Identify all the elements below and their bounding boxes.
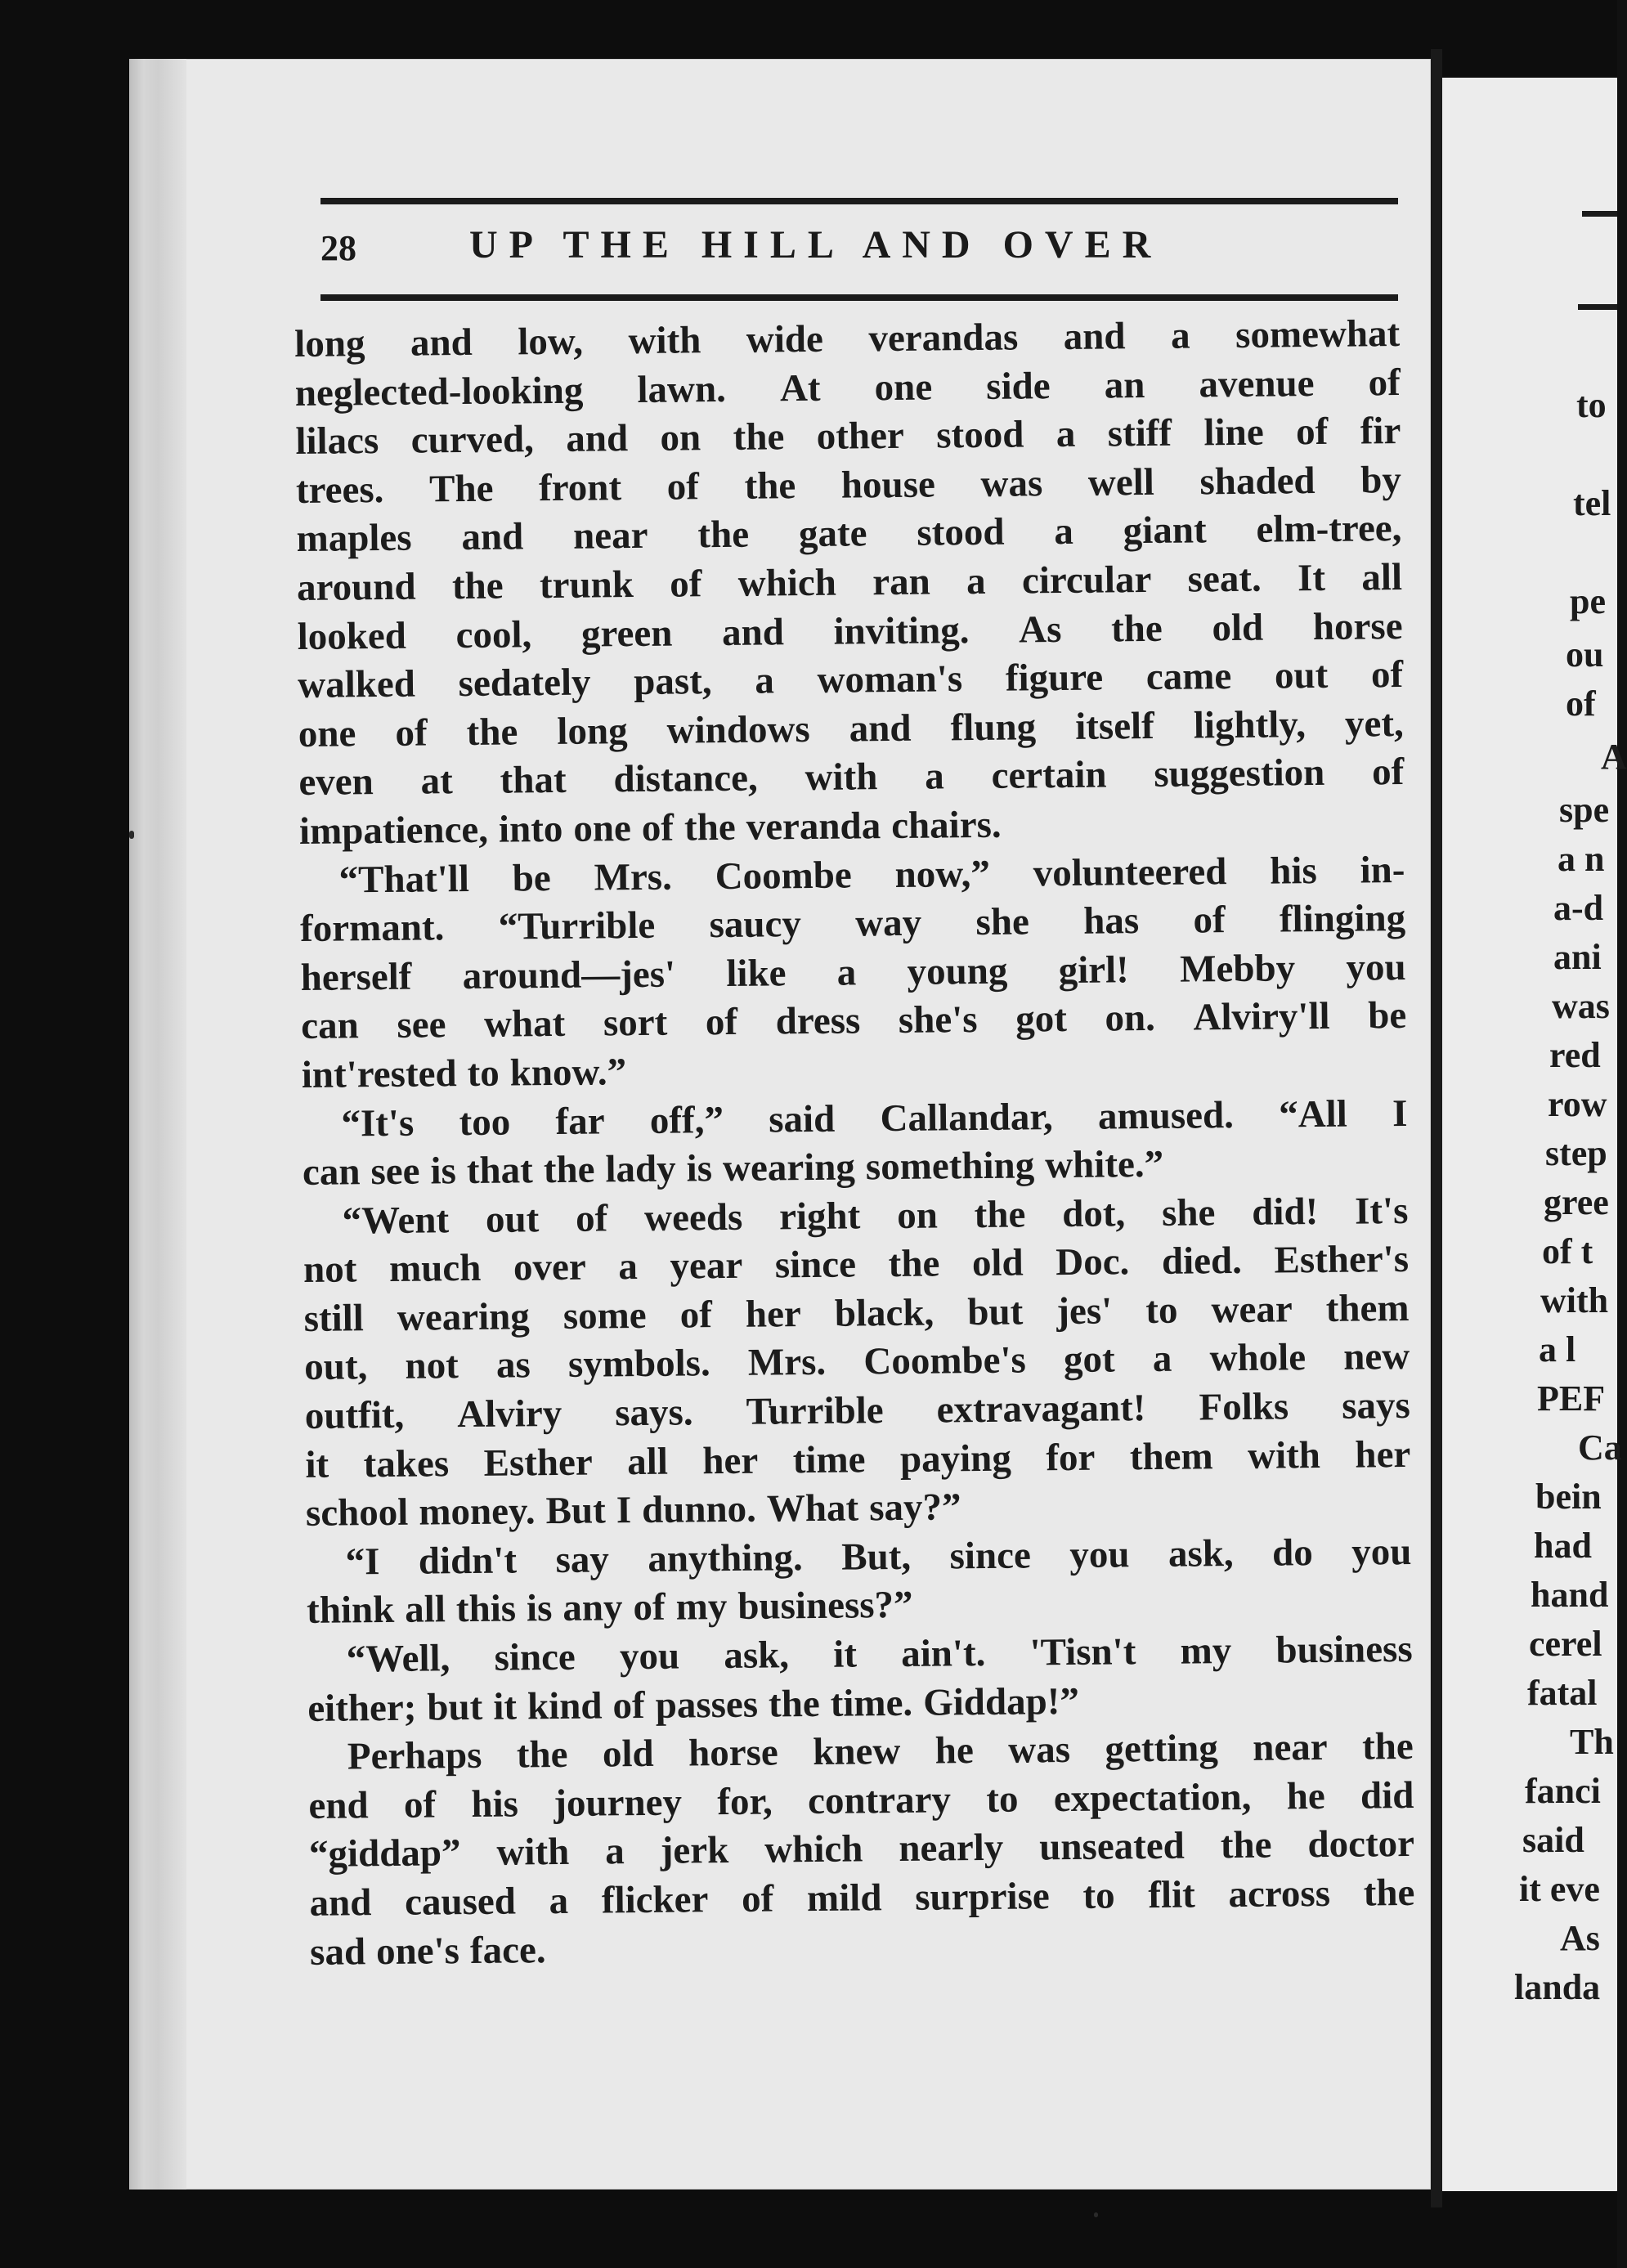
text-line: Perhaps the old horse knew he was getting near the [347,1725,1414,1778]
right-page-fragment: landa [1514,1967,1601,2007]
running-title: UP THE HILL AND OVER [469,223,1163,267]
text-line: int'rested to know.” [301,1051,627,1096]
text-line: maples and near the gate stood a giant elm-tree, [296,507,1402,561]
text-line: outfit, Alviry says. Turrible extravagant! Folks says [304,1384,1411,1437]
body-text [294,310,1415,1977]
text-line: long and low, with wide verandas and a somewhat [294,312,1401,365]
text-line: either; but it kind of passes the time. Giddap!” [307,1679,1080,1730]
text-line: out, not as symbols. Mrs. Coombe's got a whole new [304,1335,1410,1389]
text-line: walked sedately past, a woman's figure came out of [298,653,1404,707]
text-line: it takes Esther all her time paying for them with her [305,1432,1411,1486]
text-line: think all this is any of my business?” [306,1584,913,1633]
right-page-fragment: was [1552,986,1610,1026]
text-line: trees. The front of the house was well shaded by [295,458,1402,512]
right-page-fragment: of t [1542,1231,1593,1271]
text-line: one of the long windows and flung itself lightly, yet, [298,701,1405,755]
text-line: can see is that the lady is wearing something white.” [302,1142,1164,1195]
right-page-fragment: of [1566,684,1596,724]
header-rule-top [320,198,1398,204]
right-page-fragment: said [1522,1820,1584,1860]
right-page-fragment: tel [1573,483,1611,523]
text-line: “That'll be Mrs. Coombe now,” volunteered his in- [338,848,1405,902]
text-line: “I didn't say anything. But, since you ask, do you [345,1530,1412,1584]
right-page-fragment: cerel [1529,1624,1602,1664]
text-line: “Went out of weeds right on the dot, she did! It's [342,1189,1409,1243]
right-header-rule-top [1582,211,1617,217]
text-line: even at that distance, with a certain suggestion of [298,751,1405,805]
right-page-fragment: PEF [1537,1378,1606,1419]
page-gutter-edge [129,59,186,2190]
right-page-fragment: hand [1531,1575,1609,1615]
right-page-fragment: gree [1544,1182,1609,1222]
right-page-fragment: A [1601,737,1627,777]
text-line: “giddap” with a jerk which nearly unseated the doctor [308,1822,1415,1876]
right-page-fragment: had [1534,1526,1592,1566]
text-line: and caused a flicker of mild surprise to flit across the [309,1871,1415,1925]
text-line: school money. But I dunno. What say?” [305,1486,961,1535]
text-line: can see what sort of dress she's got on. Alviry'll be [301,994,1407,1048]
right-page-fragment: pe [1570,581,1606,621]
right-page-fragment: a l [1539,1329,1576,1369]
page-number: 28 [320,228,356,268]
right-page-fragment: Ca [1578,1428,1622,1468]
right-page-fragment: step [1545,1133,1607,1173]
text-line: neglected-looking lawn. At one side an avenue of [294,361,1401,415]
header-rule-bottom [320,294,1398,301]
text-line: herself around—jes' like a young girl! Mebby you [300,945,1406,999]
right-page-fragment: Th [1570,1722,1614,1762]
running-head [320,222,1398,280]
right-page-fragment: fanci [1525,1771,1601,1811]
text-line: still wearing some of her black, but jes' to wear them [303,1286,1410,1340]
text-line: end of his journey for, contrary to expectation, he did [308,1773,1414,1827]
right-page-fragment: bein [1535,1477,1602,1517]
right-page-fragment: spe [1559,790,1610,830]
right-page-fragment: a-d [1553,888,1604,928]
book-spine [1431,49,1442,2207]
text-line: formant. “Turrible saucy way she has of flinging [299,897,1406,951]
right-page-fragment: row [1548,1084,1607,1124]
right-page-fragment: to [1576,385,1607,425]
right-page-fragment: ou [1566,634,1604,675]
right-page-fragment: it eve [1519,1869,1600,1909]
text-line: around the trunk of which ran a circular seat. It all [296,555,1403,609]
text-line: lilacs curved, and on the other stood a stiff line of fir [295,410,1401,464]
right-page-fragment: fatal [1527,1673,1598,1713]
bottom-speck [1094,2212,1098,2217]
text-line: impatience, into one of the veranda chairs. [298,803,1002,853]
margin-speck [129,831,134,839]
right-page-fragment: a n [1558,839,1605,879]
text-line: not much over a year since the old Doc. died. Esther's [303,1238,1410,1292]
text-line: “It's too far off,” said Callandar, amused. “All I [341,1091,1408,1145]
text-line: looked cool, green and inviting. As the old horse [297,604,1403,658]
right-page-fragment: ani [1553,937,1602,977]
text-line: “Well, since you ask, it ain't. 'Tisn't my business [346,1627,1413,1681]
right-page-fragment: red [1549,1035,1601,1075]
right-page-fragment: with [1540,1280,1609,1320]
right-page-fragment: As [1560,1918,1600,1958]
text-line: sad one's face. [309,1928,546,1974]
right-header-rule-bottom [1578,304,1617,310]
